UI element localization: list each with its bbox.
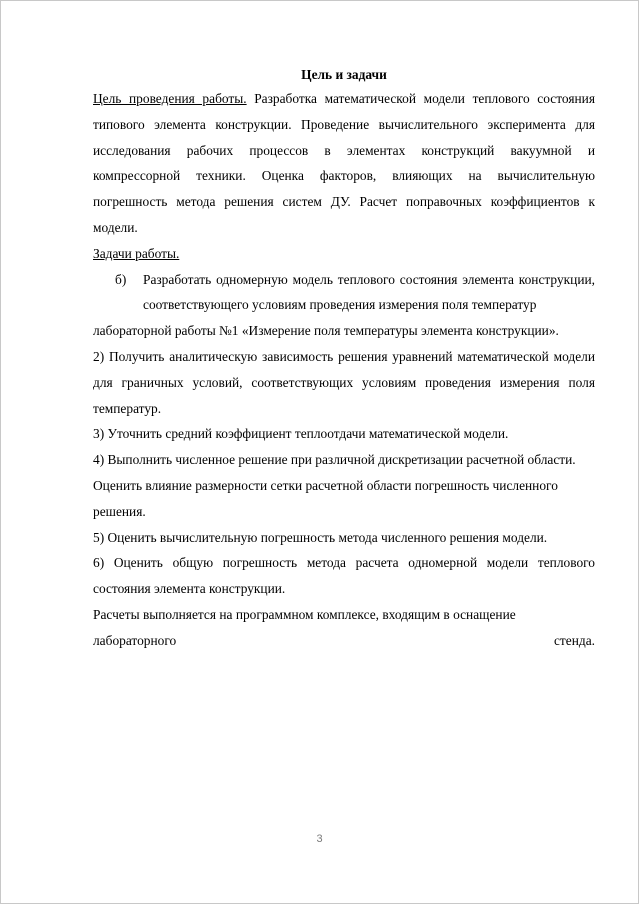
task-list-item [115,267,595,319]
task-text: Разработать одномерную модель теплового состояния элемента конструкции, соответствующего условиям проведения измерения поля температур [143,271,595,313]
document-body [93,64,595,654]
closing-word-left: лабораторного [93,632,177,648]
page-number: 3 [316,833,323,845]
task-6: 6) Оценить общую погрешность метода расчета одномерной модели теплового состояния элемента конструкции. [93,555,595,597]
goal-text: Разработка математической модели теплового состояния типового элемента конструкции. Проведение вычислительного эксперимента для исследования рабочих процессов в элементах конструкций вакуумной и компрессорной техники. Оценка факторов, влияющих на вычислительную погрешность метода решения систем ДУ. Расчет поправочных коэффициентов к модели. [93,91,595,235]
task-4: 4) Выполнить численное решение при различной дискретизации расчетной области. Оценить влияние размерности сетки расчетной области погрешность численного решения. [93,452,576,519]
closing-line-1: Расчеты выполняется на программном комплексе, входящим в оснащение [93,606,516,622]
page-title: Цель и задачи [301,67,387,82]
task-2: 2) Получить аналитическую зависимость решения уравнений математической модели для граничных условий, соответствующих условиям проведения измерения поля температур. [93,348,595,416]
goal-paragraph [93,86,595,241]
tasks-label: Задачи работы. [93,245,180,261]
closing-line-2 [93,628,595,654]
task-3: 3) Уточнить средний коэффициент теплоотдачи математической модели. [93,426,509,442]
task1-continuation: лабораторной работы №1 «Измерение поля температуры элемента конструкции». [93,323,559,339]
goal-label: Цель проведения работы. [93,91,247,106]
closing-word-right: стенда. [553,632,595,648]
task-5: 5) Оценить вычислительную погрешность метода численного решения модели. [93,529,548,545]
task-number: б) [115,271,127,287]
